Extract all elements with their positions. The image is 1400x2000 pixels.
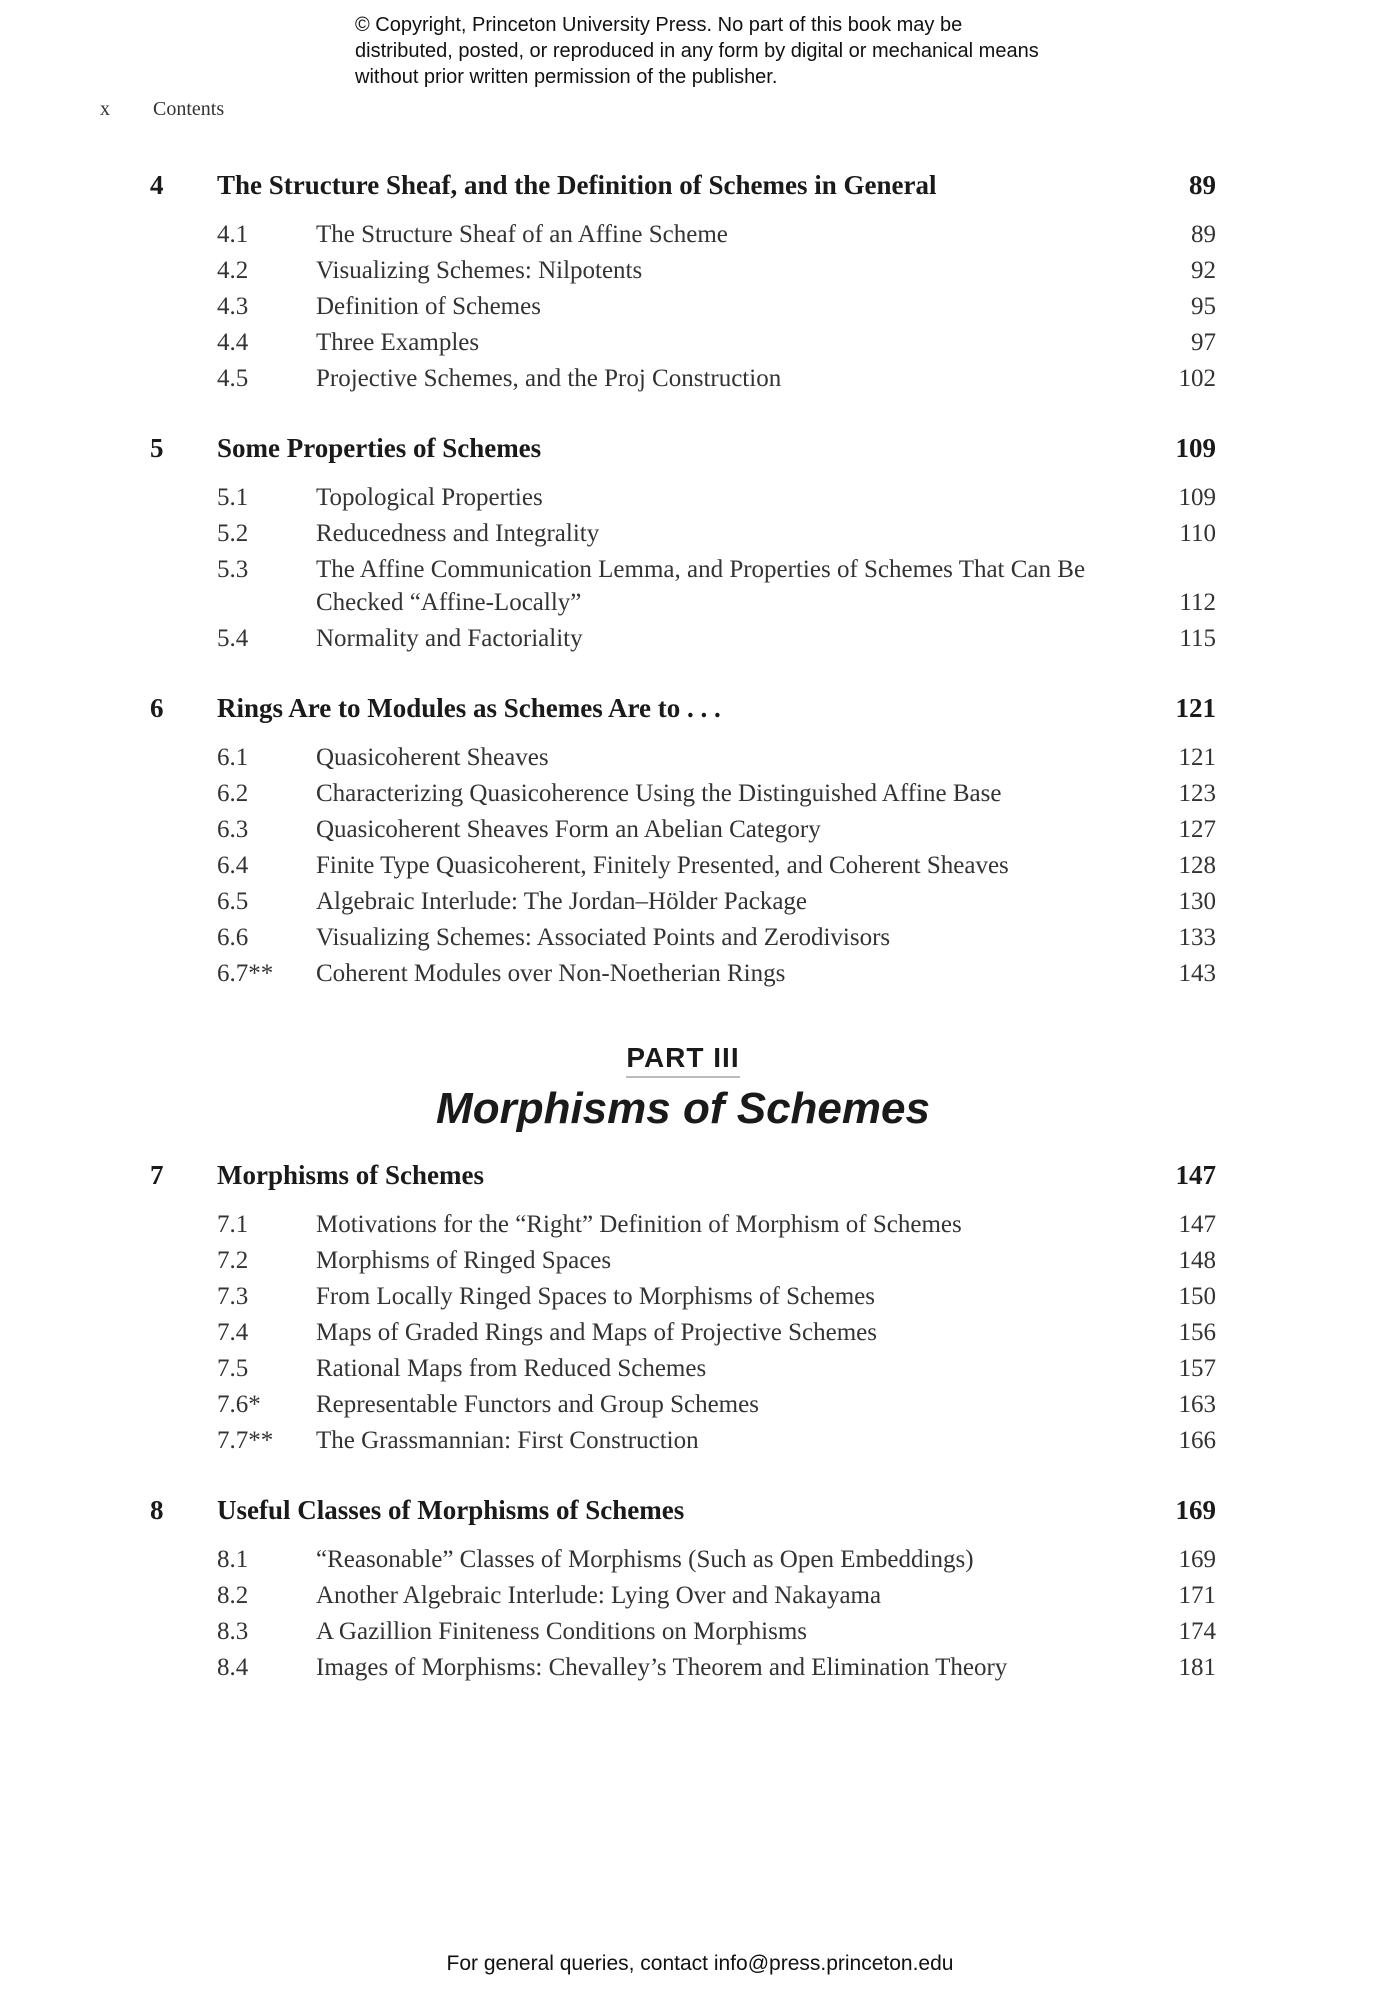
- section-row[interactable]: [150, 1388, 1216, 1421]
- section-row[interactable]: [150, 517, 1216, 550]
- section-number: 8.2: [217, 1582, 249, 1609]
- chapter-number: 4: [150, 170, 164, 200]
- section-entry: [316, 849, 1216, 882]
- section-row[interactable]: [150, 622, 1216, 655]
- section-entry: [316, 813, 1216, 846]
- part-heading: [150, 1042, 1216, 1134]
- chapter-title: Useful Classes of Morphisms of Schemes: [217, 1495, 685, 1525]
- section-row[interactable]: [150, 1579, 1216, 1612]
- section-row[interactable]: [150, 362, 1216, 395]
- section-row[interactable]: [150, 777, 1216, 810]
- section-page: 174: [1178, 1618, 1216, 1645]
- chapter-title: Some Properties of Schemes: [217, 433, 542, 463]
- section-title: Definition of Schemes: [316, 293, 541, 320]
- section-number: 7.4: [217, 1319, 249, 1346]
- chapter-heading-row[interactable]: [150, 693, 1216, 733]
- section-title: Rational Maps from Reduced Schemes: [316, 1355, 707, 1382]
- section-page: 169: [1178, 1546, 1216, 1573]
- part-label: PART III: [626, 1042, 739, 1078]
- section-row[interactable]: [150, 1651, 1216, 1684]
- section-page: 143: [1178, 960, 1216, 987]
- section-row[interactable]: [150, 813, 1216, 846]
- section-page: 109: [1178, 484, 1216, 511]
- chapter-group-part-ii: [150, 170, 1216, 990]
- section-title: Topological Properties: [316, 484, 543, 511]
- section-entry: [316, 777, 1216, 810]
- section-page: 89: [1191, 221, 1216, 248]
- section-entry: [316, 1208, 1216, 1241]
- section-row[interactable]: [150, 885, 1216, 918]
- chapter-group-part-iii: [150, 1160, 1216, 1684]
- section-number: 7.6*: [217, 1391, 261, 1418]
- section-title: The Grassmannian: First Construction: [316, 1427, 699, 1454]
- chapter-title: Rings Are to Modules as Schemes Are to . . .: [217, 693, 721, 723]
- section-title: “Reasonable” Classes of Morphisms (Such as Open Embeddings): [316, 1546, 974, 1573]
- section-title: The Structure Sheaf of an Affine Scheme: [316, 221, 728, 248]
- section-title: Quasicoherent Sheaves Form an Abelian Category: [316, 816, 821, 843]
- chapter-7: [150, 1160, 1216, 1457]
- section-entry: [316, 1651, 1216, 1684]
- section-list: [150, 218, 1216, 395]
- section-row[interactable]: [150, 290, 1216, 323]
- section-page: 163: [1178, 1391, 1216, 1418]
- section-number: 4.1: [217, 221, 249, 248]
- section-page: 147: [1178, 1211, 1216, 1238]
- section-number: 4.5: [217, 365, 249, 392]
- section-row[interactable]: [150, 1208, 1216, 1241]
- section-number: 8.4: [217, 1654, 249, 1681]
- section-list: [150, 741, 1216, 990]
- chapter-heading-row[interactable]: [150, 1160, 1216, 1200]
- section-entry: [316, 1579, 1216, 1612]
- section-entry: [316, 622, 1216, 655]
- section-page: 130: [1178, 888, 1216, 915]
- section-title: Normality and Factoriality: [316, 625, 583, 652]
- section-entry: [316, 553, 1216, 619]
- section-row[interactable]: [150, 1280, 1216, 1313]
- section-page: 148: [1178, 1247, 1216, 1274]
- section-title: Visualizing Schemes: Associated Points and Zerodivisors: [316, 924, 891, 951]
- chapter-page: 169: [1175, 1495, 1216, 1525]
- section-row[interactable]: [150, 1543, 1216, 1576]
- section-number: 4.4: [217, 329, 249, 356]
- section-row[interactable]: [150, 921, 1216, 954]
- chapter-4: [150, 170, 1216, 395]
- section-title: Visualizing Schemes: Nilpotents: [316, 257, 643, 284]
- running-head: [100, 98, 224, 121]
- section-page: 112: [1179, 589, 1216, 616]
- section-title: Another Algebraic Interlude: Lying Over and Nakayama: [316, 1582, 882, 1609]
- section-number: 7.1: [217, 1211, 249, 1238]
- section-page: 171: [1178, 1582, 1216, 1609]
- section-page: 110: [1179, 520, 1216, 547]
- section-title: Morphisms of Ringed Spaces: [316, 1247, 612, 1274]
- section-title: Finite Type Quasicoherent, Finitely Presented, and Coherent Sheaves: [316, 852, 1009, 879]
- chapter-number: 7: [150, 1160, 164, 1190]
- section-title: Quasicoherent Sheaves: [316, 744, 549, 771]
- section-number: 5.1: [217, 484, 249, 511]
- section-row[interactable]: [150, 1424, 1216, 1457]
- section-title: A Gazillion Finiteness Conditions on Morphisms: [316, 1618, 807, 1645]
- section-row[interactable]: [150, 481, 1216, 514]
- chapter-page: 89: [1189, 170, 1216, 200]
- section-entry: [316, 1280, 1216, 1313]
- section-number: 5.3: [217, 556, 249, 583]
- section-entry: [316, 921, 1216, 954]
- section-title: Algebraic Interlude: The Jordan–Hölder Package: [316, 888, 808, 915]
- running-head-page-number: x: [100, 98, 110, 120]
- section-page: 166: [1178, 1427, 1216, 1454]
- section-number: 6.2: [217, 780, 249, 807]
- section-entry: [316, 481, 1216, 514]
- section-entry: [316, 1316, 1216, 1349]
- section-number: 7.3: [217, 1283, 249, 1310]
- section-row[interactable]: [150, 1244, 1216, 1277]
- section-number: 6.6: [217, 924, 249, 951]
- section-number: 5.4: [217, 625, 249, 652]
- section-row[interactable]: [150, 741, 1216, 774]
- section-list: [150, 481, 1216, 655]
- section-number: 6.3: [217, 816, 249, 843]
- section-number: 8.3: [217, 1618, 249, 1645]
- section-title: Representable Functors and Group Schemes: [316, 1391, 759, 1418]
- section-row[interactable]: [150, 1316, 1216, 1349]
- section-title: Images of Morphisms: Chevalley’s Theorem and Elimination Theory: [316, 1654, 1008, 1681]
- section-entry: [316, 957, 1216, 990]
- section-title: Three Examples: [316, 329, 480, 356]
- section-row[interactable]: [150, 957, 1216, 990]
- section-page: 133: [1178, 924, 1216, 951]
- section-number: 6.7**: [217, 960, 274, 987]
- section-number: 8.1: [217, 1546, 249, 1573]
- section-entry: [316, 1352, 1216, 1385]
- section-page: 150: [1178, 1283, 1216, 1310]
- section-entry: [316, 362, 1216, 395]
- section-page: 102: [1178, 365, 1216, 392]
- chapter-heading-row[interactable]: [150, 433, 1216, 473]
- section-title: Projective Schemes, and the Proj Construction: [316, 365, 782, 392]
- section-number: 5.2: [217, 520, 249, 547]
- chapter-5: [150, 433, 1216, 655]
- section-page: 115: [1179, 625, 1216, 652]
- section-page: 97: [1191, 329, 1216, 356]
- section-page: 127: [1178, 816, 1216, 843]
- section-entry: [316, 1615, 1216, 1648]
- section-title: Reducedness and Integrality: [316, 520, 600, 547]
- section-row[interactable]: [150, 1352, 1216, 1385]
- section-row[interactable]: [150, 849, 1216, 882]
- section-number: 6.1: [217, 744, 249, 771]
- section-title: From Locally Ringed Spaces to Morphisms of Schemes: [316, 1283, 875, 1310]
- section-entry: [316, 1244, 1216, 1277]
- section-title: Coherent Modules over Non-Noetherian Rings: [316, 960, 786, 987]
- section-entry: [316, 1424, 1216, 1457]
- section-page: 157: [1178, 1355, 1216, 1382]
- section-number: 7.2: [217, 1247, 249, 1274]
- section-number: 6.4: [217, 852, 249, 879]
- section-page: 95: [1191, 293, 1216, 320]
- section-number: 6.5: [217, 888, 249, 915]
- section-entry: [316, 218, 1216, 251]
- chapter-heading-row[interactable]: [150, 170, 1216, 210]
- section-entry: [316, 885, 1216, 918]
- section-entry: [316, 254, 1216, 287]
- section-entry: [316, 741, 1216, 774]
- chapter-title: Morphisms of Schemes: [217, 1160, 484, 1190]
- footer-contact: For general queries, contact info@press.princeton.edu: [446, 1952, 954, 1975]
- section-row[interactable]: [150, 254, 1216, 287]
- section-entry: [316, 326, 1216, 359]
- section-page: 121: [1178, 744, 1216, 771]
- section-page: 181: [1178, 1654, 1216, 1681]
- section-row[interactable]: [150, 1615, 1216, 1648]
- part-title: Morphisms of Schemes: [436, 1084, 930, 1133]
- section-entry: [316, 517, 1216, 550]
- chapter-heading-row[interactable]: [150, 1495, 1216, 1535]
- section-list: [150, 1543, 1216, 1684]
- section-row[interactable]: [150, 218, 1216, 251]
- chapter-title: The Structure Sheaf, and the Definition of Schemes in General: [217, 170, 937, 200]
- section-list: [150, 1208, 1216, 1457]
- section-page: 123: [1178, 780, 1216, 807]
- table-of-contents: [150, 170, 1216, 1722]
- section-title: Motivations for the “Right” Definition of Morphism of Schemes: [316, 1211, 962, 1238]
- chapter-page: 121: [1175, 693, 1216, 723]
- chapter-8: [150, 1495, 1216, 1684]
- chapter-6: [150, 693, 1216, 990]
- section-title: The Affine Communication Lemma, and Properties of Schemes That Can Be Checked “Affine-Locally”: [316, 556, 1086, 616]
- chapter-number: 8: [150, 1495, 164, 1525]
- chapter-number: 6: [150, 693, 164, 723]
- copyright-notice: © Copyright, Princeton University Press. No part of this book may be distributed, posted, or reproduced in any form by digital or mechanical means without prior written permission of the publisher.: [355, 14, 1039, 88]
- section-number: 4.3: [217, 293, 249, 320]
- chapter-page: 109: [1175, 433, 1216, 463]
- chapter-page: 147: [1175, 1160, 1216, 1190]
- section-row[interactable]: [150, 326, 1216, 359]
- section-page: 128: [1178, 852, 1216, 879]
- chapter-number: 5: [150, 433, 164, 463]
- section-number: 7.7**: [217, 1427, 274, 1454]
- section-number: 7.5: [217, 1355, 249, 1382]
- section-number: 4.2: [217, 257, 249, 284]
- section-entry: [316, 290, 1216, 323]
- section-title: Maps of Graded Rings and Maps of Projective Schemes: [316, 1319, 877, 1346]
- section-row[interactable]: [150, 553, 1216, 619]
- section-entry: [316, 1543, 1216, 1576]
- section-entry: [316, 1388, 1216, 1421]
- section-page: 92: [1191, 257, 1216, 284]
- section-title: Characterizing Quasicoherence Using the Distinguished Affine Base: [316, 780, 1002, 807]
- section-page: 156: [1178, 1319, 1216, 1346]
- running-head-title: Contents: [153, 98, 225, 120]
